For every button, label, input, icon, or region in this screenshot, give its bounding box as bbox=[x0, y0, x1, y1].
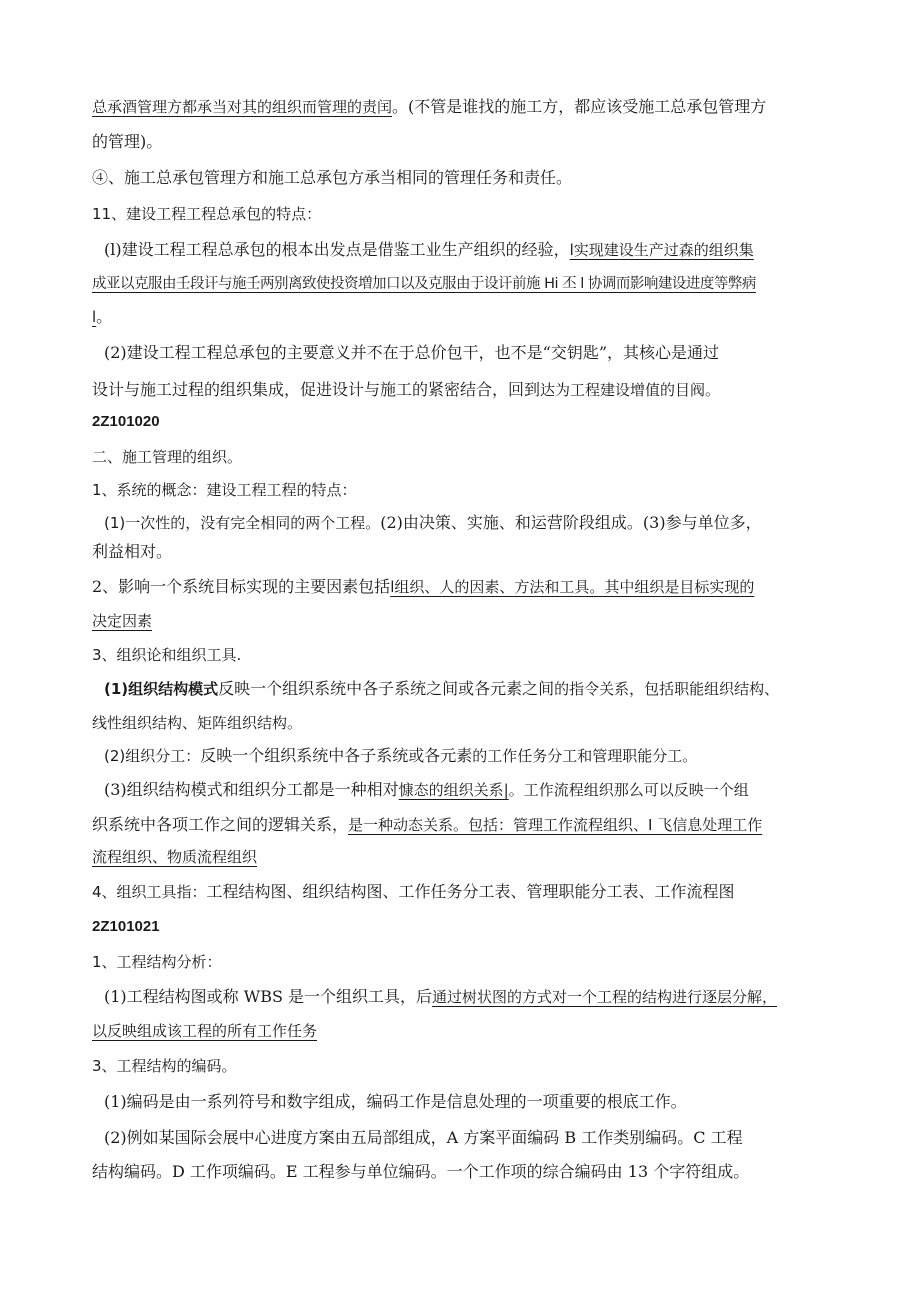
text-line: 3、工程结构的编码。 bbox=[92, 1057, 237, 1075]
text-span: 反映一个组织系统中各子系统或各元素 bbox=[200, 746, 473, 765]
text-span: (l)建设工程工程总承包的根本出发点是借鉴工业生产组织的经验， bbox=[104, 240, 570, 259]
underlined-text: l实现建设生产过森的组织集 bbox=[569, 241, 754, 259]
underlined-text: l bbox=[92, 308, 97, 326]
text-line: 流程组织、物质流程组织 bbox=[92, 848, 258, 866]
text-line bbox=[92, 96, 766, 118]
text-span: 的工作任务分工和管理职能分工。 bbox=[472, 747, 698, 765]
text-line bbox=[92, 576, 754, 598]
text-line: 成亚以克服由壬段讦与施壬两别离致使投资増加口以及克服由于设讦前施 Hi 丕 l 协调而影响建设进度等弊病 bbox=[92, 276, 756, 292]
text-line bbox=[104, 779, 749, 801]
text-line: 利益相对。 bbox=[92, 542, 173, 561]
text-line: 1、系统的概念：建设工程工程的特点： bbox=[92, 481, 357, 499]
text-span: 。(不管是谁找的施工方，都应该受施工总承包管理方 bbox=[392, 97, 767, 116]
text-line bbox=[92, 881, 735, 903]
text-span: 设计与施工过程的组织集成，促进设计与施工的紧密结合，回到 bbox=[92, 380, 541, 399]
text-line: (2)例如某国际会展中心进度方案由五局部组成，A 方案平面编码 B 工作类别编码。C 工程 bbox=[104, 1128, 743, 1147]
text-line: 线性组织结构、矩阵组织结构。 bbox=[92, 714, 303, 732]
text-span: (2)由决策、实施、和运营阶段组成。(3)参与单位多， bbox=[380, 513, 762, 532]
text-span: 的指令关系，包括职能组织结构、 bbox=[554, 680, 780, 698]
text-span: 。 bbox=[96, 307, 113, 326]
underlined-text: l组织、人的因素、方法和工具。其中组织是目标实现的 bbox=[390, 578, 755, 596]
underlined-text: 总承酒管理方都承当对其的组织而管理的责闰 bbox=[92, 98, 393, 116]
text-span: 织系统中各项工作之间的逻辑关系， bbox=[92, 815, 349, 834]
text-line: ④、施工总承包管理方和施工总承包方承当相同的管理任务和责任。 bbox=[92, 168, 573, 187]
underlined-text: 是一种动态关系。包括：管理工作流程组织、I 飞信息处理工作 bbox=[348, 816, 763, 834]
text-span: 2、影响一个系统目标实现的主要因素包括 bbox=[92, 577, 391, 596]
underlined-text: 通过树状图的方式对一个工程的结构进行逐层分解， bbox=[432, 988, 778, 1006]
text-line bbox=[92, 306, 112, 328]
text-line bbox=[104, 512, 762, 534]
heading-text: 11、建设工程工程总承包的特点： bbox=[92, 205, 322, 223]
section-heading bbox=[92, 203, 321, 225]
text-line: (2)建设工程工程总承包的主要意义并不在于总价包干，也不是“交钥匙”，其核心是通过 bbox=[104, 343, 720, 362]
text-line bbox=[92, 379, 720, 401]
text-span: 4、组织工具指： bbox=[92, 883, 207, 901]
text-line: 3、组织论和组织工具. bbox=[92, 646, 242, 664]
text-span: (1)一次性的，没有完全相同的两个工程。 bbox=[104, 514, 381, 532]
text-line: 结构编码。D 工作项编码。E 工程参与单位编码。一个工作项的综合编码由 13 个字符组成。 bbox=[92, 1162, 750, 1181]
text-line: 以反映组成该工程的所有工作任务 bbox=[92, 1022, 318, 1040]
text-line: 决定因素 bbox=[92, 612, 153, 630]
text-line bbox=[104, 239, 754, 261]
text-span: (2)组织分工： bbox=[104, 747, 201, 765]
text-span: 反映一个组织系统中各子系统之间或各元素之间 bbox=[218, 679, 555, 698]
text-span: (1)组织结构模式 bbox=[104, 680, 219, 698]
text-line bbox=[92, 814, 762, 836]
text-line bbox=[104, 745, 697, 767]
text-line bbox=[104, 678, 779, 700]
text-span: 工程结构图、组织结构图、工作任务分工表、管理职能分工表、工作流程图 bbox=[206, 882, 735, 901]
section-code: 2Z101021 bbox=[92, 918, 160, 935]
text-line: 二、施工管理的组织。 bbox=[92, 448, 243, 466]
section-code: 2Z101020 bbox=[92, 413, 160, 430]
text-line: (1)编码是由一系列符号和数字组成，编码工作是信息处理的一项重要的根底工作。 bbox=[104, 1092, 687, 1111]
text-span: 达为工程建设增值的目阀。 bbox=[540, 381, 721, 399]
text-line: 1、工程结构分析： bbox=[92, 953, 222, 971]
text-span: (3)组织结构模式和组织分工都是一种相对 bbox=[104, 780, 399, 799]
underlined-text: 慷态的组织关系| bbox=[398, 781, 509, 799]
text-line bbox=[104, 986, 777, 1008]
text-span: (1)工程结构图或称 WBS 是一个组织工具，后 bbox=[104, 987, 433, 1006]
text-line: 的管理)。 bbox=[92, 132, 163, 151]
text-span: 。工作流程组织那么可以反映一个组 bbox=[508, 781, 749, 799]
